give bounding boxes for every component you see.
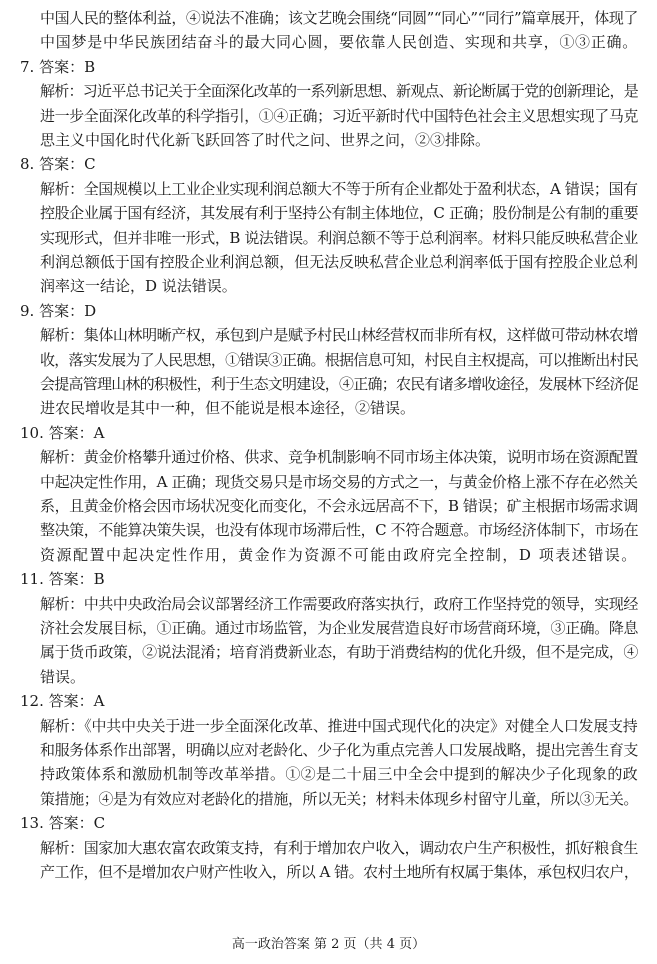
- text-line: 系，且黄金价格会因市场状况变化而变化，不会永远居高不下，B 错误；矿主根据市场需求调: [40, 497, 638, 515]
- text-line: 会提高管理山林的积极性，利于生态文明建设，④正确；农民有诸多增收途径，发展林下经济促: [40, 375, 639, 393]
- text-line: 产工作，但不是增加农户财产性收入，所以 A 错。农村土地所有权属于集体，承包权归农户，: [40, 863, 639, 881]
- text-line: 进农民增收是其中一种，但不能说是根本途径，②错误。: [40, 399, 416, 418]
- answer-line: 9. 答案：D: [20, 301, 97, 320]
- answer-line: 11. 答案：B: [20, 570, 105, 589]
- text-line: 解析：全国规模以上工业企业实现利润总额大不等于所有企业都处于盈利状态，A 错误；国有: [40, 179, 638, 198]
- text-line: 解析：习近平总书记关于全面深化改革的一系列新思想、新观点、新论断属于党的创新理论，是: [40, 82, 639, 101]
- text-line: 持政策体系和激励机制等改革举措。①②是二十届三中全会中提到的解决少子化现象的政: [40, 765, 639, 784]
- text-line: 解析：集体山林明晰产权，承包到户是赋予村民山林经营权而非所有权，这样做可带动林农增: [40, 326, 639, 345]
- text-line: 控股企业属于国有经济，其发展有利于坚持公有制主体地位，C 正确；股份制是公有制的重要: [40, 204, 639, 223]
- text-line: 中起决定性作用，A 正确；现货交易只是市场交易的方式之一，与黄金价格上涨不存在必然关: [40, 472, 638, 491]
- answer-line: 13. 答案：C: [20, 814, 106, 833]
- text-line: 进一步全面深化改革的科学指引，①④正确；习近平新时代中国特色社会主义思想实现了马克: [40, 106, 639, 125]
- answer-line: 7. 答案：B: [20, 57, 96, 76]
- text-line: 解析：中共中央政治局会议部署经济工作需要政府落实执行，政府工作坚持党的领导，实现经: [40, 594, 639, 613]
- text-line: 整决策，不能算决策失误，也没有体现市场滞后性，C 不符合题意。市场经济体制下，市场在: [40, 521, 639, 540]
- text-line: 润率这一结论，D 说法错误。: [40, 277, 237, 296]
- text-line: 解析：黄金价格攀升通过价格、供求、竞争机制影响不同市场主体决策，说明市场在资源配置: [40, 448, 639, 467]
- text-line: 实现形式，但并非唯一形式，B 说法错误。利润总额不等于总利润率。材料只能反映私营企业: [40, 228, 638, 247]
- text-line: 中国梦是中华民族团结奋斗的最大同心圆，要依靠人民创造、实现和共享，①③正确。: [40, 33, 639, 52]
- text-line: 策措施；④是为有效应对老龄化的措施，所以无关；材料未体现乡村留守儿童，所以③无关。: [40, 789, 639, 808]
- text-line: 中国人民的整体利益，④说法不准确；该文艺晚会围绕“同圆”“同心”“同行”篇章展开，体现了: [40, 9, 639, 27]
- text-line: 解析：《中共中央关于进一步全面深化改革、推进中国式现代化的决定》对健全人口发展支持: [40, 716, 638, 735]
- text-line: 解析：国家加大惠农富农政策支持，有利于增加农户收入，调动农户生产积极性，抓好粮食生: [40, 838, 639, 857]
- text-line: 收，落实发展为了人民思想，①错误③正确。根据信息可知，村民自主权提高，可以推断出村民: [40, 350, 639, 369]
- answer-line: 12. 答案：A: [20, 692, 105, 711]
- text-line: 和服务体系作出部署，明确以应对老龄化、少子化为重点完善人口发展战略，提出完善生育支: [40, 741, 639, 759]
- page-footer: 高一政治答案 第 2 页（共 4 页）: [231, 937, 426, 952]
- text-line: 属于货币政策，②说法混淆；培育消费新业态，有助于消费结构的优化升级，但不是完成，④: [40, 643, 639, 662]
- text-line: 资源配置中起决定性作用，黄金作为资源不可能由政府完全控制，D 项表述错误。: [40, 545, 638, 564]
- text-line: 错误。: [40, 667, 86, 686]
- answer-line: 8. 答案：C: [20, 155, 96, 174]
- answer-line: 10. 答案：A: [20, 423, 105, 442]
- text-line: 济社会发展目标，①正确。通过市场监管，为企业发展营造良好市场营商环境，③正确。降息: [40, 619, 639, 637]
- text-line: 利润总额低于国有控股企业利润总额，但无法反映私营企业总利润率低于国有控股企业总利: [40, 253, 639, 271]
- text-line: 思主义中国化时代化新飞跃回答了时代之问、世界之问，②③排除。: [40, 131, 491, 149]
